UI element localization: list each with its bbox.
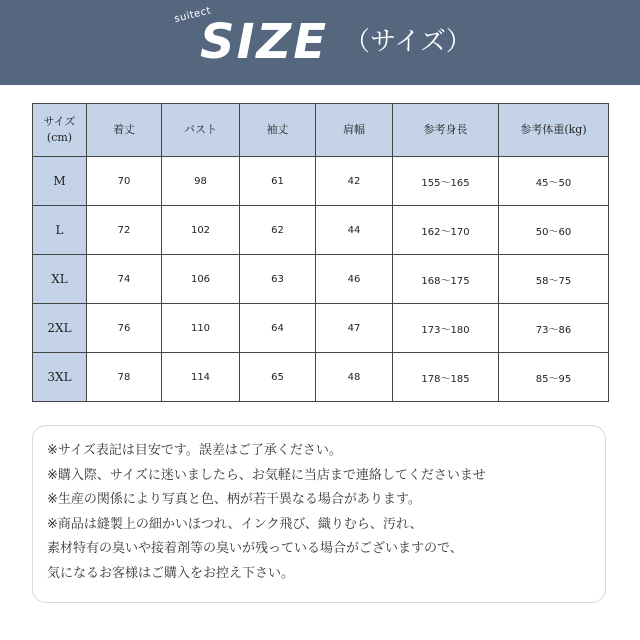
table-cell: 85～95 bbox=[499, 353, 609, 402]
table-cell: 73～86 bbox=[499, 304, 609, 353]
table-cell: 168～175 bbox=[393, 255, 499, 304]
table-cell: 62 bbox=[240, 206, 316, 255]
table-cell: 106 bbox=[162, 255, 240, 304]
column-header: バスト bbox=[162, 104, 240, 157]
column-header: 袖丈 bbox=[240, 104, 316, 157]
table-cell: 162～170 bbox=[393, 206, 499, 255]
column-header: 参考体重(kg) bbox=[499, 104, 609, 157]
row-size-label: 3XL bbox=[33, 353, 87, 402]
note-line: ※商品は縫製上の細かいほつれ、インク飛び、織りむら、汚れ、 bbox=[47, 516, 423, 532]
table-cell: 65 bbox=[240, 353, 316, 402]
table-cell: 78 bbox=[87, 353, 162, 402]
row-size-label: L bbox=[33, 206, 87, 255]
row-size-label: XL bbox=[33, 255, 87, 304]
table-row bbox=[33, 206, 609, 255]
column-header: 着丈 bbox=[87, 104, 162, 157]
table-row bbox=[33, 255, 609, 304]
column-header: 参考身長 bbox=[393, 104, 499, 157]
table-cell: 74 bbox=[87, 255, 162, 304]
table-cell: 48 bbox=[316, 353, 393, 402]
table-cell: 58～75 bbox=[499, 255, 609, 304]
table-cell: 64 bbox=[240, 304, 316, 353]
table-cell: 46 bbox=[316, 255, 393, 304]
table-cell: 102 bbox=[162, 206, 240, 255]
table-row bbox=[33, 353, 609, 402]
table-cell: 63 bbox=[240, 255, 316, 304]
table-cell: 72 bbox=[87, 206, 162, 255]
size-table bbox=[32, 103, 609, 402]
note-line: ※サイズ表記は目安です。誤差はご了承ください。 bbox=[47, 443, 342, 458]
table-cell: 44 bbox=[316, 206, 393, 255]
table-cell: 155～165 bbox=[393, 157, 499, 206]
size-subtitle: （サイズ） bbox=[344, 27, 472, 57]
table-cell: 98 bbox=[162, 157, 240, 206]
header-size-label: サイズ bbox=[43, 115, 76, 128]
notes-box bbox=[32, 425, 606, 603]
table-cell: 61 bbox=[240, 157, 316, 206]
table-cell: 178～185 bbox=[393, 353, 499, 402]
row-size-label: 2XL bbox=[33, 304, 87, 353]
table-cell: 76 bbox=[87, 304, 162, 353]
table-cell: 114 bbox=[162, 353, 240, 402]
table-header-row bbox=[33, 104, 609, 157]
header-banner bbox=[0, 0, 640, 85]
size-title: SIZE bbox=[200, 14, 329, 70]
note-line: 気になるお客様はご購入をお控え下さい。 bbox=[47, 565, 295, 581]
table-row bbox=[33, 157, 609, 206]
note-line: 素材特有の臭いや接着剤等の臭いが残っている場合がございますので、 bbox=[47, 541, 463, 556]
table-header-size bbox=[33, 104, 87, 157]
brand-small-text: suitect bbox=[173, 5, 213, 25]
table-row bbox=[33, 304, 609, 353]
note-line: ※購入際、サイズに迷いましたら、お気軽に当店まで連絡してくださいませ bbox=[47, 467, 486, 483]
table-cell: 110 bbox=[162, 304, 240, 353]
table-cell: 45～50 bbox=[499, 157, 609, 206]
column-header: 肩幅 bbox=[316, 104, 393, 157]
table-cell: 173～180 bbox=[393, 304, 499, 353]
row-size-label: M bbox=[33, 157, 87, 206]
table-cell: 70 bbox=[87, 157, 162, 206]
note-line: ※生産の関係により写真と色、柄が若干異なる場合があります。 bbox=[47, 492, 421, 507]
table-cell: 50～60 bbox=[499, 206, 609, 255]
table-cell: 42 bbox=[316, 157, 393, 206]
header-unit-label: (cm) bbox=[46, 131, 73, 144]
table-cell: 47 bbox=[316, 304, 393, 353]
